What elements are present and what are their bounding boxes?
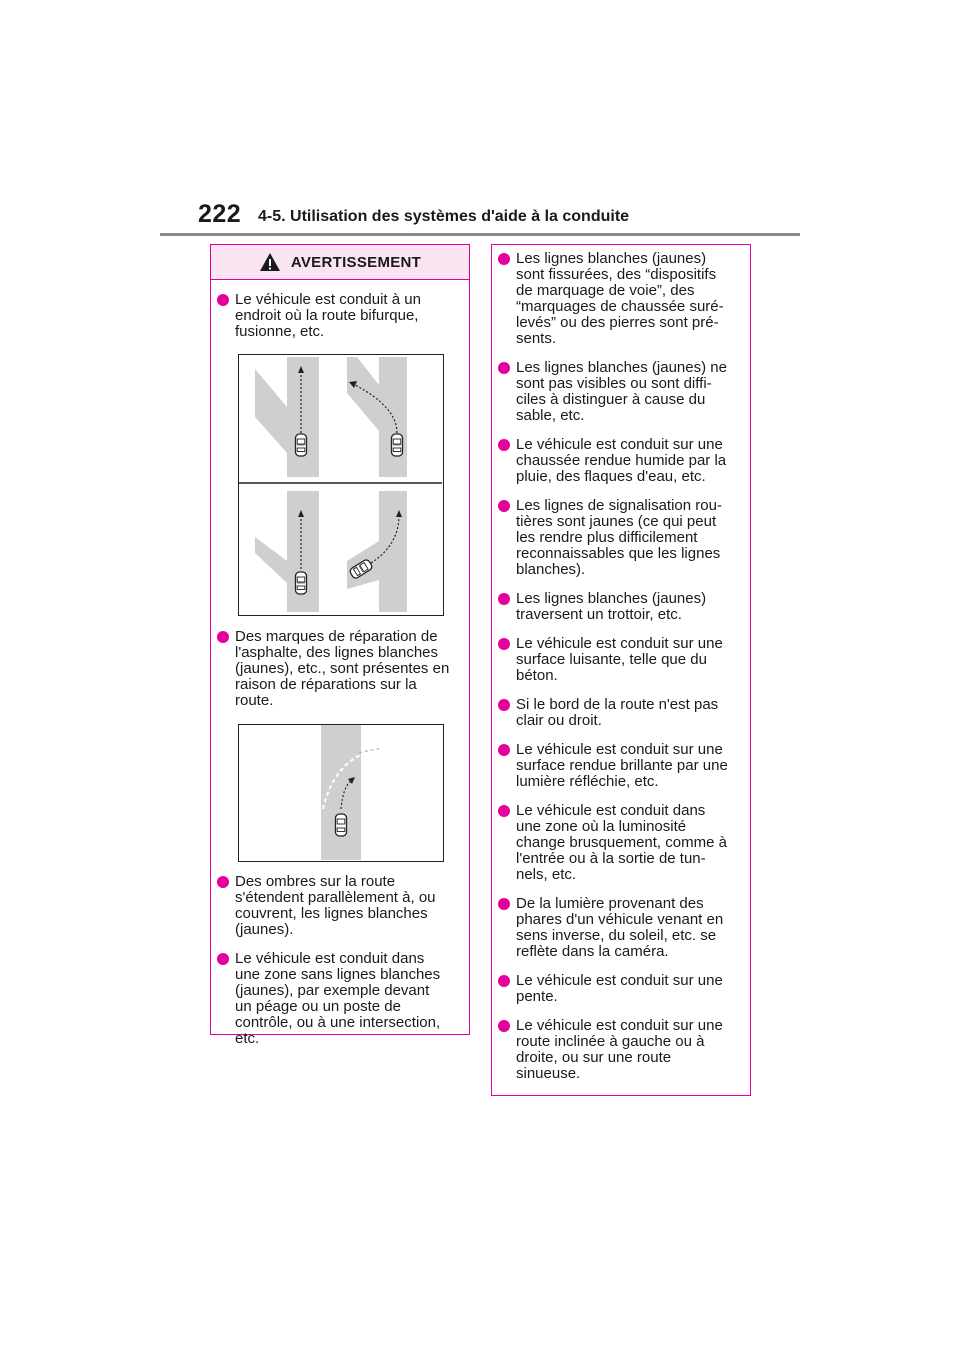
list-item-text: Les lignes blanches (jaunes) ne sont pas visibles ou sont diffi- ciles à distinguer à cause du sable, etc.: [516, 359, 727, 424]
list-item: [498, 360, 740, 424]
bullet-icon: [498, 975, 510, 987]
bullet-icon: [498, 805, 510, 817]
list-item: [498, 742, 740, 790]
list-item: [217, 629, 459, 709]
bullet-icon: [217, 953, 229, 965]
list-item-text: Le véhicule est conduit sur une surface rendue brillante par une lumière réfléchie, etc.: [516, 741, 728, 790]
list-item-text: Les lignes blanches (jaunes) traversent un trottoir, etc.: [516, 590, 707, 623]
list-item: [498, 636, 740, 684]
bullet-icon: [498, 898, 510, 910]
list-item-text: Le véhicule est conduit sur une chaussée rendue humide par la pluie, des flaques d'eau, etc.: [516, 436, 727, 485]
bullet-icon: [498, 593, 510, 605]
list-item-text: Des ombres sur la route s'étendent parallèlement à, ou couvrent, les lignes blanches (jaunes).: [235, 873, 436, 938]
warning-triangle-icon: [259, 252, 281, 272]
list-item: [498, 896, 740, 960]
list-item-text: De la lumière provenant des phares d'un véhicule venant en sens inverse, du soleil, etc. se reflète dans la caméra.: [516, 895, 724, 960]
bullet-icon: [217, 631, 229, 643]
list-item-text: Le véhicule est conduit à un endroit où la route bifurque, fusionne, etc.: [235, 291, 421, 340]
list-item-text: Si le bord de la route n'est pas clair ou droit.: [516, 696, 719, 729]
section-title: 4-5. Utilisation des systèmes d'aide à la conduite: [258, 208, 630, 225]
list-item-text: Les lignes de signalisation rou- tières sont jaunes (ce qui peut les rendre plus difficilement reconnaissables que les lignes blanches).: [516, 497, 722, 578]
list-item-text: Les lignes blanches (jaunes) sont fissurées, des “dispositifs de marquage de voie”, des “marquages de chaussée suré- levés” ou des pierres sont pré- sents.: [516, 250, 724, 347]
list-item: [498, 251, 740, 347]
bullet-icon: [498, 253, 510, 265]
list-item: [498, 697, 740, 729]
bullet-icon: [498, 699, 510, 711]
list-item-text: Le véhicule est conduit sur une pente.: [516, 972, 723, 1005]
bullet-icon: [217, 876, 229, 888]
repair-marks-illustration: [238, 724, 444, 862]
condition-list: [492, 245, 750, 1082]
list-item: [217, 874, 459, 938]
list-item: [498, 437, 740, 485]
bullet-icon: [498, 744, 510, 756]
list-item: [498, 973, 740, 1005]
bullet-icon: [498, 362, 510, 374]
list-item: [498, 1018, 740, 1082]
bullet-icon: [498, 439, 510, 451]
header-rule: [160, 233, 800, 236]
list-item: [498, 803, 740, 883]
list-item: [498, 591, 740, 623]
list-item-text: Des marques de réparation de l'asphalte, des lignes blanches (jaunes), etc., sont présentes en raison de réparations sur la route.: [235, 628, 450, 709]
warning-header: [211, 245, 469, 280]
bullet-icon: [498, 638, 510, 650]
list-item-text: Le véhicule est conduit dans une zone où la luminosité change brusquement, comme à l'entrée ou à la sortie de tun- nels, etc.: [516, 802, 727, 883]
list-item-text: Le véhicule est conduit sur une surface luisante, telle que du béton.: [516, 635, 723, 684]
warning-box: [210, 244, 470, 1047]
list-item: [498, 498, 740, 578]
list-item-text: Le véhicule est conduit dans une zone sans lignes blanches (jaunes), par exemple devant un péage ou un poste de contrôle, ou à une intersection, etc.: [235, 950, 441, 1047]
bullet-icon: [498, 1020, 510, 1032]
page-number: 222: [198, 200, 242, 228]
list-item-text: Le véhicule est conduit sur une route inclinée à gauche ou à droite, ou sur une route sinueuse.: [516, 1017, 723, 1082]
bullet-icon: [217, 294, 229, 306]
bullet-icon: [498, 500, 510, 512]
warning-title: AVERTISSEMENT: [290, 253, 422, 271]
road-fork-illustration: [238, 354, 444, 616]
list-item: [217, 292, 459, 340]
list-item: [217, 951, 459, 1047]
warning-box-continued: [491, 244, 751, 1096]
